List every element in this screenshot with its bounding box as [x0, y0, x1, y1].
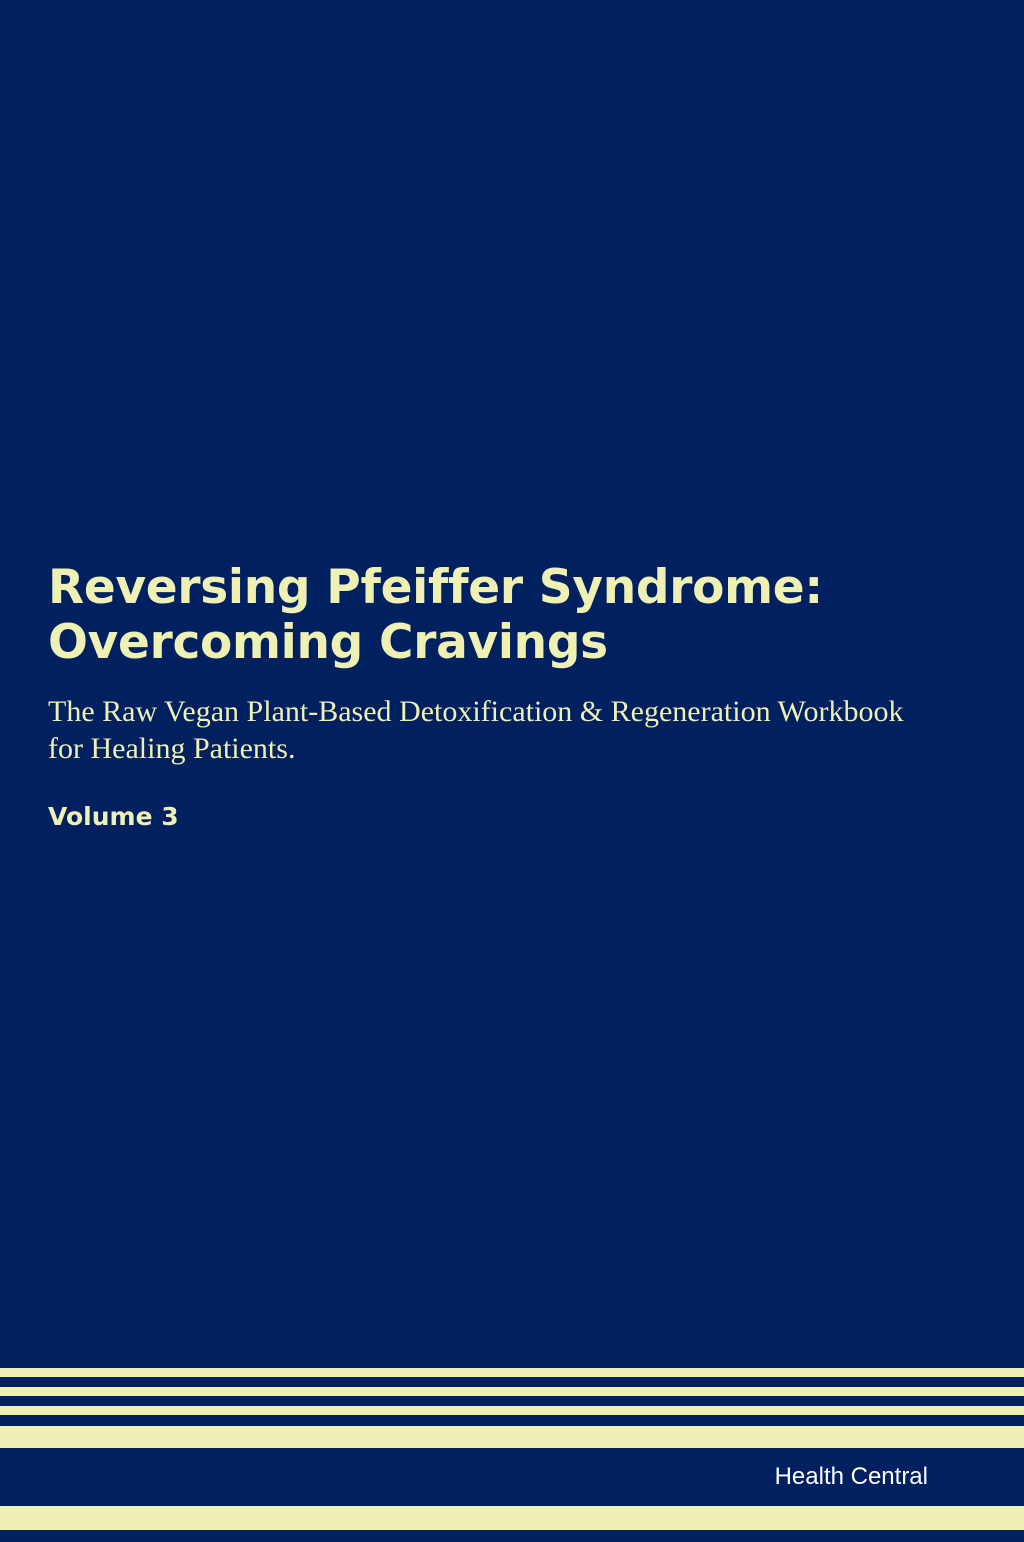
publisher-name: Health Central — [774, 1463, 928, 1490]
stripe-light-wide — [0, 1426, 1024, 1448]
cover-volume-label: Volume 3 — [48, 801, 179, 831]
stripe-light-4 — [0, 1506, 1024, 1530]
stripe-dark-2 — [0, 1396, 1024, 1406]
stripe-light-1 — [0, 1368, 1024, 1377]
stripe-dark-3 — [0, 1415, 1024, 1426]
page-title: Reversing Pfeiffer Syndrome: Overcoming Cravings — [48, 560, 823, 671]
cover-title-block — [48, 560, 928, 831]
stripe-dark-1 — [0, 1377, 1024, 1387]
publisher-bar — [0, 1448, 1024, 1506]
cover-stripe-decoration — [0, 1368, 1024, 1542]
cover-subtitle: The Raw Vegan Plant-Based Detoxification & Regeneration Workbook for Healing Patients. — [48, 694, 904, 766]
stripe-light-3 — [0, 1406, 1024, 1415]
stripe-dark-4 — [0, 1530, 1024, 1542]
stripe-light-2 — [0, 1387, 1024, 1396]
